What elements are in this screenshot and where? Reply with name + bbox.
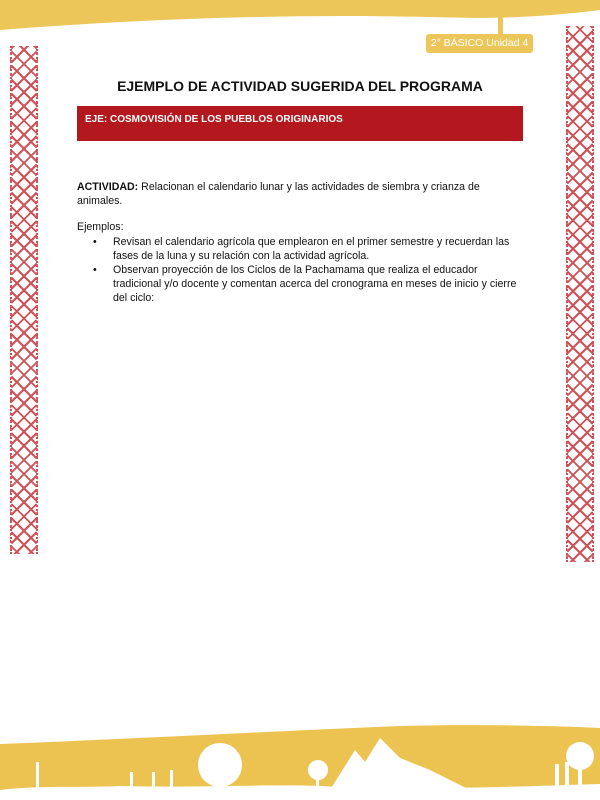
- activity-paragraph: [77, 180, 527, 208]
- list-item: • Revisan el calendario agrícola que emplearon en el primer semestre y recuerdan las fases de la luna y su relación con la actividad agrícola.: [77, 235, 527, 263]
- eje-banner: EJE: COSMOVISIÓN DE LOS PUEBLOS ORIGINARIOS: [77, 106, 523, 141]
- list-item: • Observan proyección de los Ciclos de la Pachamama que realiza el educador tradicional y/o docente y comentan acerca del cronograma en meses de inicio y cierre del ciclo:: [77, 263, 527, 305]
- activity-content: [77, 180, 527, 305]
- examples-heading: Ejemplos:: [77, 221, 124, 233]
- unit-badge: 2° BÁSICO Unidad 4: [426, 34, 533, 53]
- left-pattern-border: [10, 46, 38, 554]
- footer-landscape-decoration: [0, 700, 600, 800]
- examples-list: [77, 235, 527, 305]
- right-pattern-border: [566, 26, 594, 562]
- activity-text: Relacionan el calendario lunar y las actividades de siembra y crianza de animales.: [77, 181, 480, 207]
- activity-label: ACTIVIDAD:: [77, 181, 139, 193]
- page-title: EJEMPLO DE ACTIVIDAD SUGERIDA DEL PROGRAMA: [117, 78, 483, 94]
